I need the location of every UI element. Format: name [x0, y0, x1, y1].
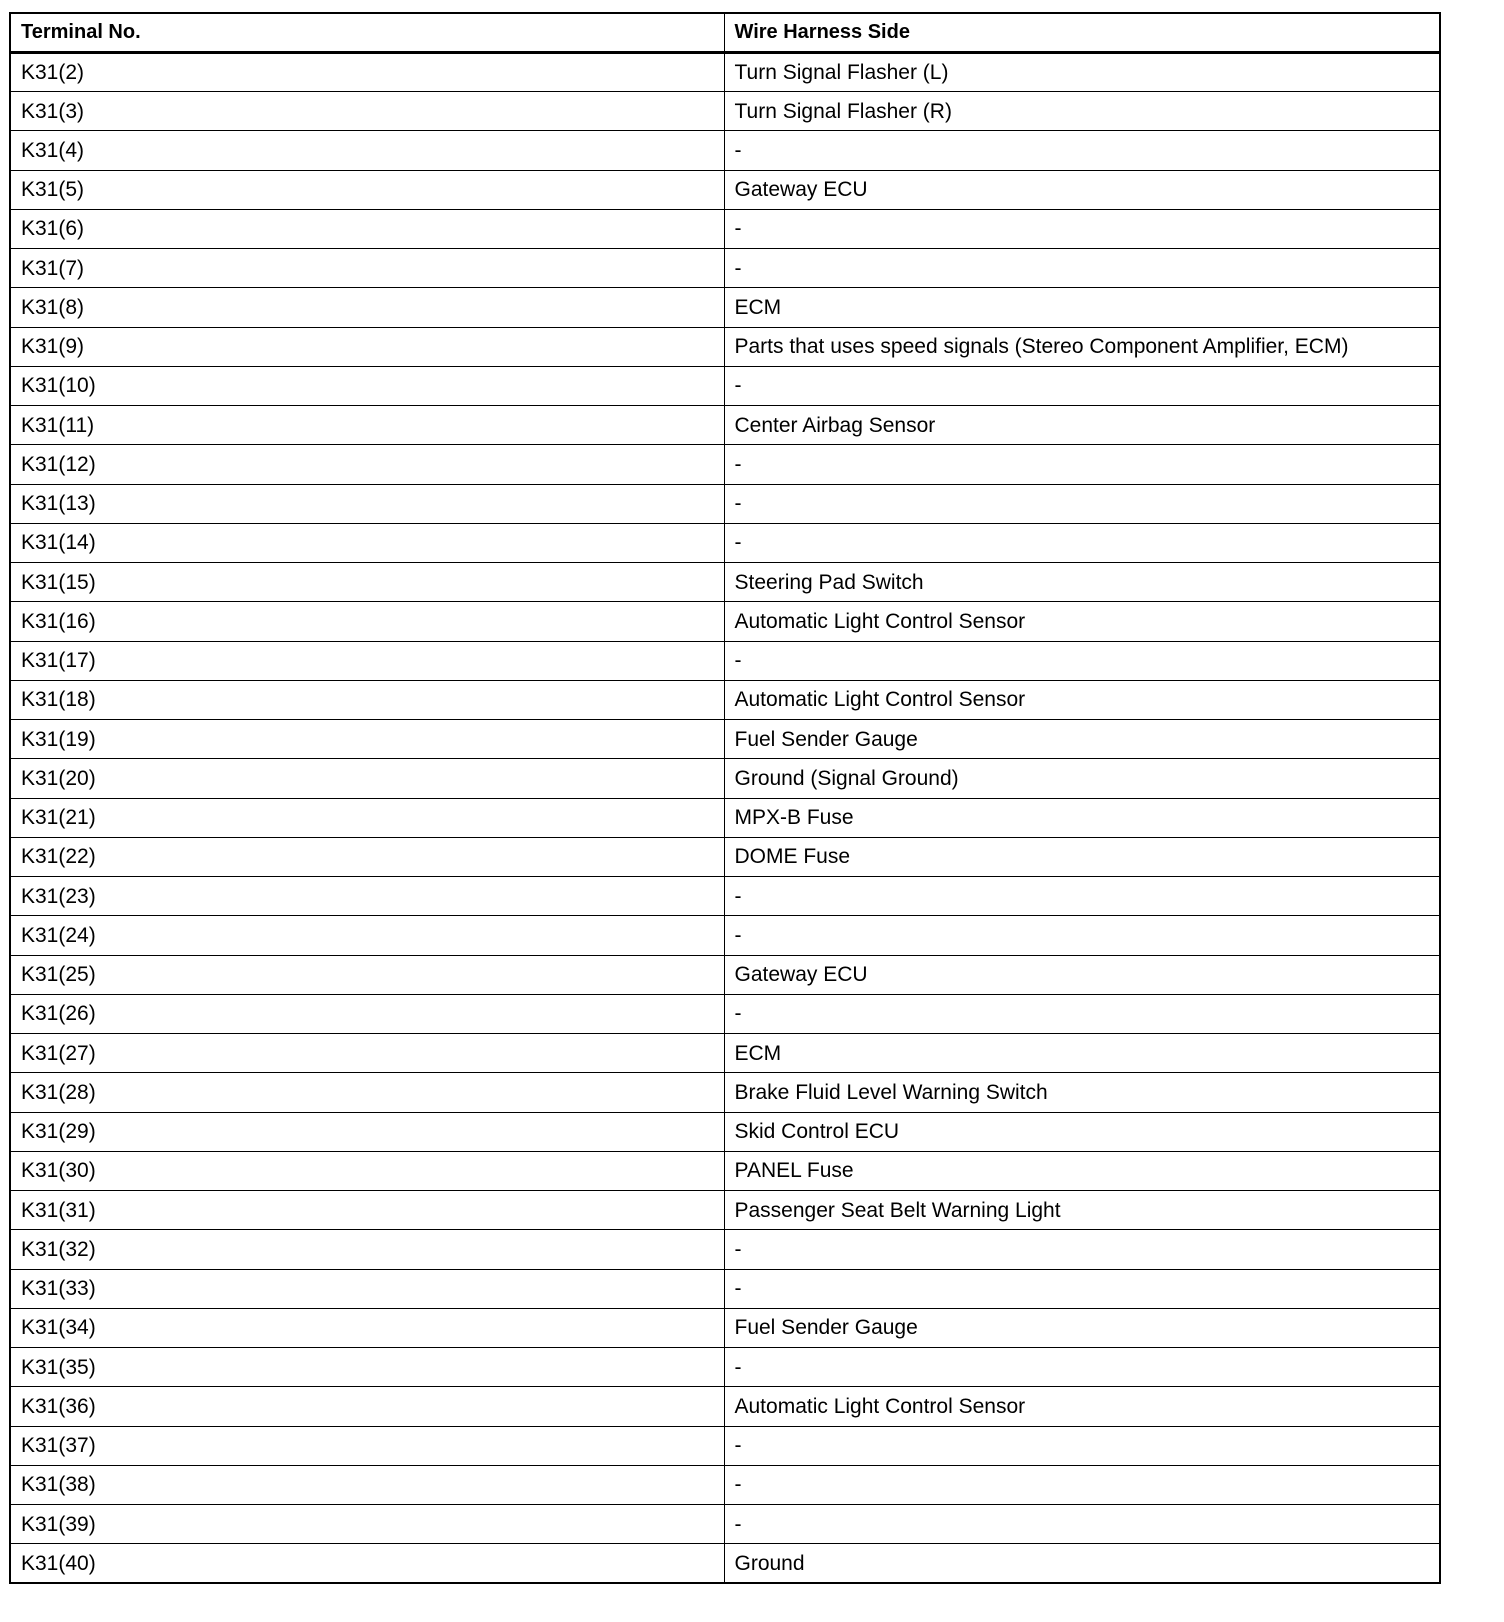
- harness-cell: -: [724, 994, 1440, 1033]
- harness-cell: -: [724, 484, 1440, 523]
- harness-cell: -: [724, 249, 1440, 288]
- harness-cell: Gateway ECU: [724, 955, 1440, 994]
- table-row: [10, 1034, 1440, 1073]
- harness-cell: -: [724, 366, 1440, 405]
- table-row: [10, 209, 1440, 248]
- table-row: [10, 798, 1440, 837]
- harness-cell: ECM: [724, 1034, 1440, 1073]
- harness-cell: Steering Pad Switch: [724, 563, 1440, 602]
- harness-cell: -: [724, 523, 1440, 562]
- table-row: [10, 288, 1440, 327]
- table-row: [10, 602, 1440, 641]
- table-row: [10, 1230, 1440, 1269]
- table-row: [10, 1465, 1440, 1504]
- table-row: [10, 877, 1440, 916]
- harness-cell: -: [724, 1426, 1440, 1465]
- table-row: [10, 1308, 1440, 1347]
- table-row: [10, 994, 1440, 1033]
- terminal-cell: K31(4): [10, 131, 724, 170]
- terminal-cell: K31(12): [10, 445, 724, 484]
- harness-cell: Fuel Sender Gauge: [724, 720, 1440, 759]
- table-row: [10, 955, 1440, 994]
- terminal-cell: K31(27): [10, 1034, 724, 1073]
- table-row: [10, 1112, 1440, 1151]
- harness-cell: Passenger Seat Belt Warning Light: [724, 1191, 1440, 1230]
- harness-cell: -: [724, 445, 1440, 484]
- harness-cell: Turn Signal Flasher (R): [724, 92, 1440, 131]
- harness-cell: Skid Control ECU: [724, 1112, 1440, 1151]
- table-row: [10, 563, 1440, 602]
- header-terminal-no: Terminal No.: [10, 13, 724, 52]
- terminal-cell: K31(39): [10, 1505, 724, 1544]
- terminal-cell: K31(6): [10, 209, 724, 248]
- harness-cell: DOME Fuse: [724, 837, 1440, 876]
- terminal-cell: K31(23): [10, 877, 724, 916]
- terminal-cell: K31(25): [10, 955, 724, 994]
- terminal-cell: K31(28): [10, 1073, 724, 1112]
- harness-cell: -: [724, 131, 1440, 170]
- harness-cell: -: [724, 916, 1440, 955]
- terminal-cell: K31(13): [10, 484, 724, 523]
- table-row: [10, 1073, 1440, 1112]
- harness-cell: -: [724, 877, 1440, 916]
- terminal-cell: K31(8): [10, 288, 724, 327]
- harness-cell: Brake Fluid Level Warning Switch: [724, 1073, 1440, 1112]
- terminal-cell: K31(26): [10, 994, 724, 1033]
- harness-cell: -: [724, 1505, 1440, 1544]
- table-row: [10, 1426, 1440, 1465]
- table-row: [10, 170, 1440, 209]
- table-row: [10, 131, 1440, 170]
- table-row: [10, 406, 1440, 445]
- table-row: [10, 92, 1440, 131]
- table-row: [10, 445, 1440, 484]
- harness-cell: -: [724, 641, 1440, 680]
- terminal-cell: K31(21): [10, 798, 724, 837]
- harness-cell: Center Airbag Sensor: [724, 406, 1440, 445]
- terminal-cell: K31(11): [10, 406, 724, 445]
- harness-cell: Automatic Light Control Sensor: [724, 680, 1440, 719]
- terminal-cell: K31(16): [10, 602, 724, 641]
- table-row: [10, 720, 1440, 759]
- table-row: [10, 523, 1440, 562]
- terminal-cell: K31(22): [10, 837, 724, 876]
- terminal-cell: K31(18): [10, 680, 724, 719]
- table-row: [10, 1544, 1440, 1583]
- terminal-cell: K31(5): [10, 170, 724, 209]
- terminal-cell: K31(34): [10, 1308, 724, 1347]
- harness-cell: -: [724, 1465, 1440, 1504]
- harness-cell: Fuel Sender Gauge: [724, 1308, 1440, 1347]
- table-header-row: [10, 13, 1440, 52]
- harness-cell: Automatic Light Control Sensor: [724, 1387, 1440, 1426]
- terminal-cell: K31(32): [10, 1230, 724, 1269]
- terminal-cell: K31(31): [10, 1191, 724, 1230]
- table-row: [10, 249, 1440, 288]
- terminal-table: [9, 12, 1441, 1584]
- table-row: [10, 916, 1440, 955]
- table-row: [10, 52, 1440, 91]
- table-row: [10, 837, 1440, 876]
- terminal-cell: K31(30): [10, 1151, 724, 1190]
- harness-cell: PANEL Fuse: [724, 1151, 1440, 1190]
- table-body: [10, 52, 1440, 1583]
- header-wire-harness-side: Wire Harness Side: [724, 13, 1440, 52]
- table-row: [10, 641, 1440, 680]
- terminal-cell: K31(40): [10, 1544, 724, 1583]
- harness-cell: Gateway ECU: [724, 170, 1440, 209]
- terminal-cell: K31(37): [10, 1426, 724, 1465]
- table-row: [10, 1505, 1440, 1544]
- terminal-cell: K31(19): [10, 720, 724, 759]
- terminal-cell: K31(9): [10, 327, 724, 366]
- harness-cell: -: [724, 1230, 1440, 1269]
- harness-cell: Ground: [724, 1544, 1440, 1583]
- terminal-cell: K31(2): [10, 52, 724, 91]
- harness-cell: Automatic Light Control Sensor: [724, 602, 1440, 641]
- table-row: [10, 1348, 1440, 1387]
- table-row: [10, 759, 1440, 798]
- table-row: [10, 484, 1440, 523]
- harness-cell: Parts that uses speed signals (Stereo Component Amplifier, ECM): [724, 327, 1440, 366]
- terminal-cell: K31(36): [10, 1387, 724, 1426]
- harness-cell: -: [724, 1348, 1440, 1387]
- table-row: [10, 366, 1440, 405]
- terminal-cell: K31(38): [10, 1465, 724, 1504]
- table-row: [10, 327, 1440, 366]
- terminal-cell: K31(24): [10, 916, 724, 955]
- harness-cell: ECM: [724, 288, 1440, 327]
- harness-cell: Ground (Signal Ground): [724, 759, 1440, 798]
- table-row: [10, 1191, 1440, 1230]
- table-row: [10, 1387, 1440, 1426]
- harness-cell: -: [724, 1269, 1440, 1308]
- terminal-cell: K31(35): [10, 1348, 724, 1387]
- table-row: [10, 680, 1440, 719]
- terminal-cell: K31(17): [10, 641, 724, 680]
- terminal-cell: K31(15): [10, 563, 724, 602]
- table-row: [10, 1151, 1440, 1190]
- terminal-cell: K31(20): [10, 759, 724, 798]
- terminal-cell: K31(3): [10, 92, 724, 131]
- terminal-cell: K31(7): [10, 249, 724, 288]
- terminal-cell: K31(29): [10, 1112, 724, 1151]
- terminal-cell: K31(14): [10, 523, 724, 562]
- terminal-cell: K31(33): [10, 1269, 724, 1308]
- table-row: [10, 1269, 1440, 1308]
- harness-cell: -: [724, 209, 1440, 248]
- harness-cell: Turn Signal Flasher (L): [724, 52, 1440, 91]
- terminal-cell: K31(10): [10, 366, 724, 405]
- harness-cell: MPX-B Fuse: [724, 798, 1440, 837]
